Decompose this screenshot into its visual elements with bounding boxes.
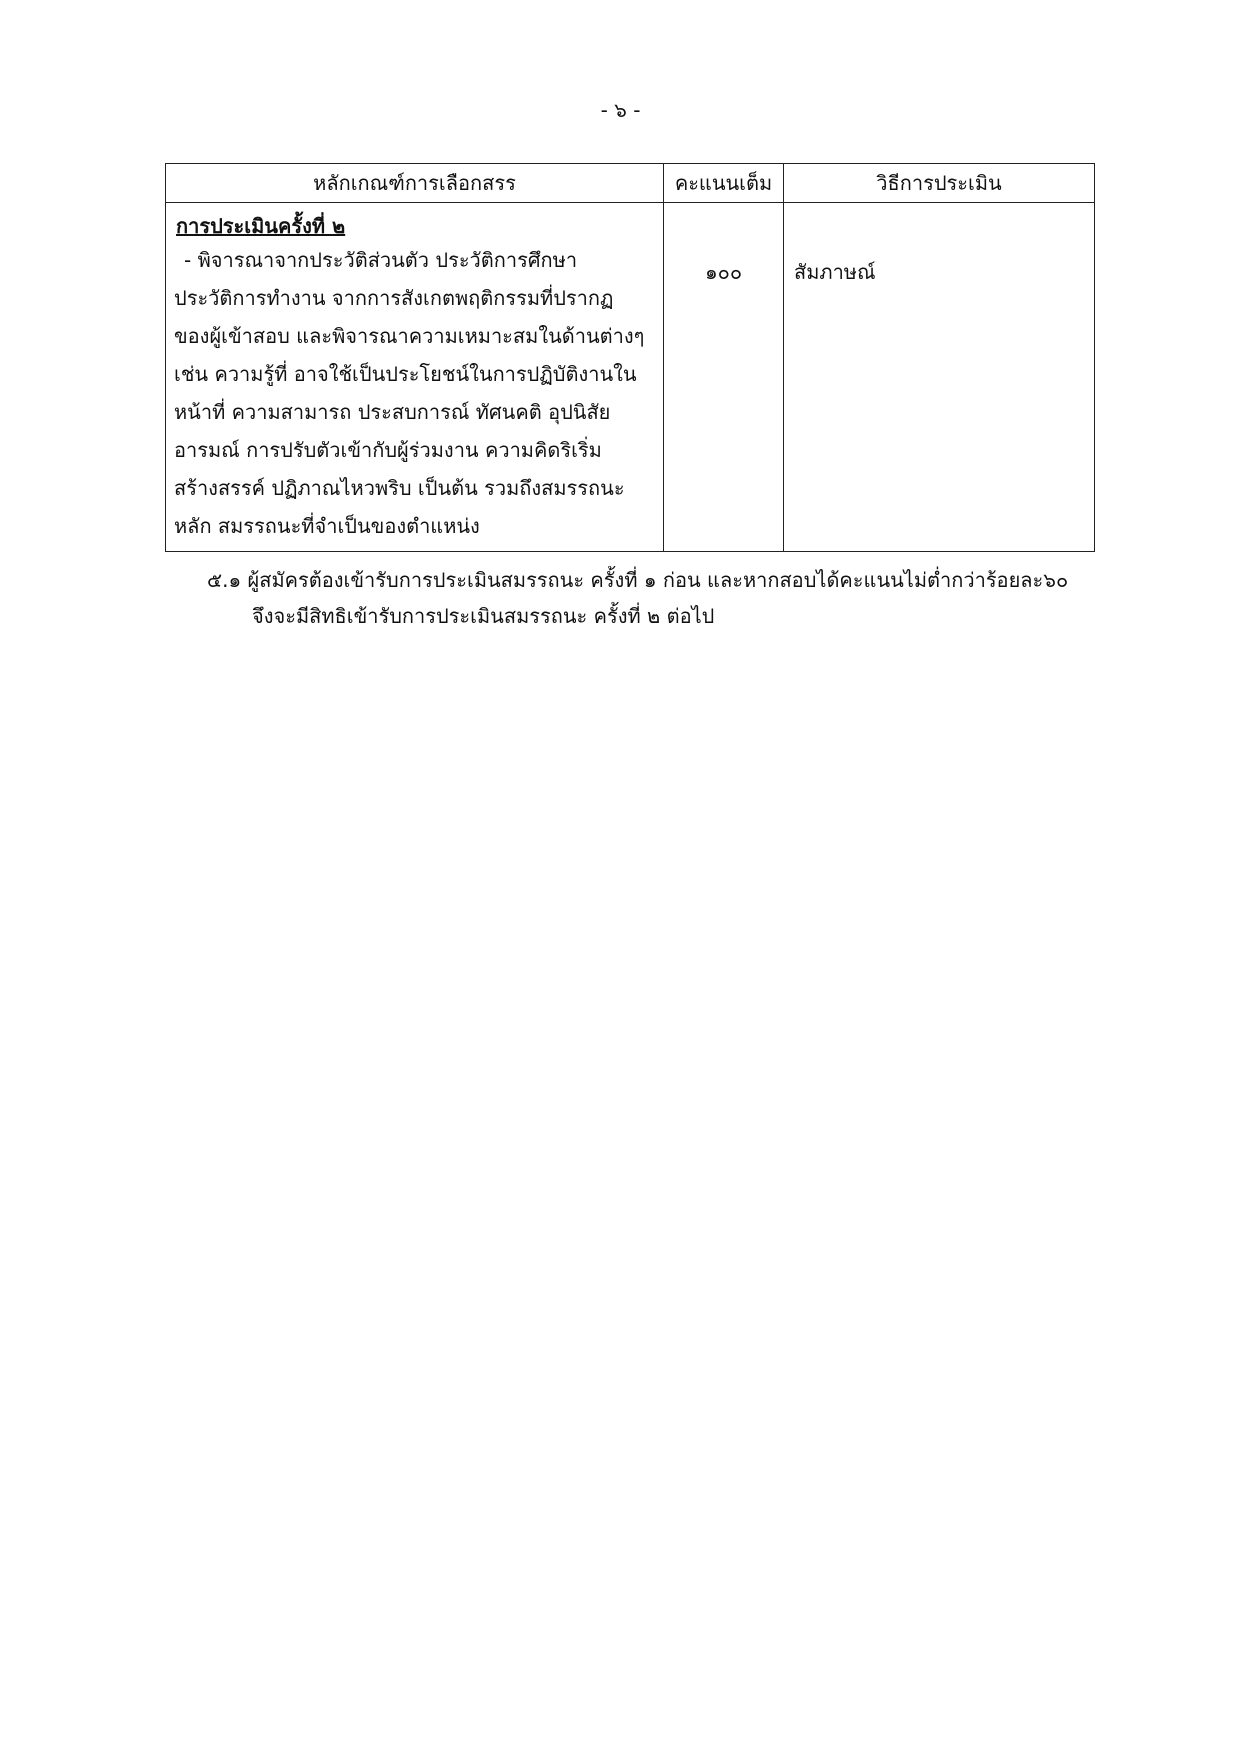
criteria-line: หน้าที่ ความสามารถ ประสบการณ์ ทัศนคติ อุปนิสัย: [174, 400, 611, 424]
criteria-line: - พิจารณาจากประวัติส่วนตัว ประวัติการศึกษา: [184, 248, 578, 272]
note-line-1: ๕.๑ ผู้สมัครต้องเข้ารับการประเมินสมรรถนะ ครั้งที่ ๑ ก่อน และหากสอบได้คะแนนไม่ต่ำกว่าร้อยละ๖๐: [207, 568, 1069, 592]
assessment-method-value: สัมภาษณ์: [784, 203, 1095, 552]
section-title: การประเมินครั้งที่ ๒: [176, 214, 346, 238]
criteria-cell: [166, 203, 664, 552]
table-header-row: [166, 164, 1095, 203]
table-row: [166, 203, 1095, 552]
criteria-line: อารมณ์ การปรับตัวเข้ากับผู้ร่วมงาน ความคิดริเริ่ม: [174, 438, 602, 462]
note-line-2: จึงจะมีสิทธิเข้ารับการประเมินสมรรถนะ ครั้งที่ ๒ ต่อไป: [252, 604, 715, 628]
criteria-line: สร้างสรรค์ ปฏิภาณไหวพริบ เป็นต้น รวมถึงสมรรถนะ: [174, 476, 625, 500]
criteria-line: ประวัติการทำงาน จากการสังเกตพฤติกรรมที่ปรากฏ: [174, 286, 614, 310]
eligibility-note: [207, 562, 1107, 634]
header-assessment-method: วิธีการประเมิน: [784, 164, 1095, 203]
header-full-score: คะแนนเต็ม: [664, 164, 784, 203]
header-criteria: หลักเกณฑ์การเลือกสรร: [166, 164, 664, 203]
criteria-line: หลัก สมรรถนะที่จำเป็นของตำแหน่ง: [174, 514, 480, 538]
page-number: - ๖ -: [600, 98, 641, 122]
criteria-line: เช่น ความรู้ที่ อาจใช้เป็นประโยชน์ในการปฏิบัติงานใน: [174, 362, 637, 386]
criteria-line: ของผู้เข้าสอบ และพิจารณาความเหมาะสมในด้านต่างๆ: [174, 324, 645, 348]
full-score-value: ๑๐๐: [664, 203, 784, 552]
selection-criteria-table: [165, 163, 1095, 552]
